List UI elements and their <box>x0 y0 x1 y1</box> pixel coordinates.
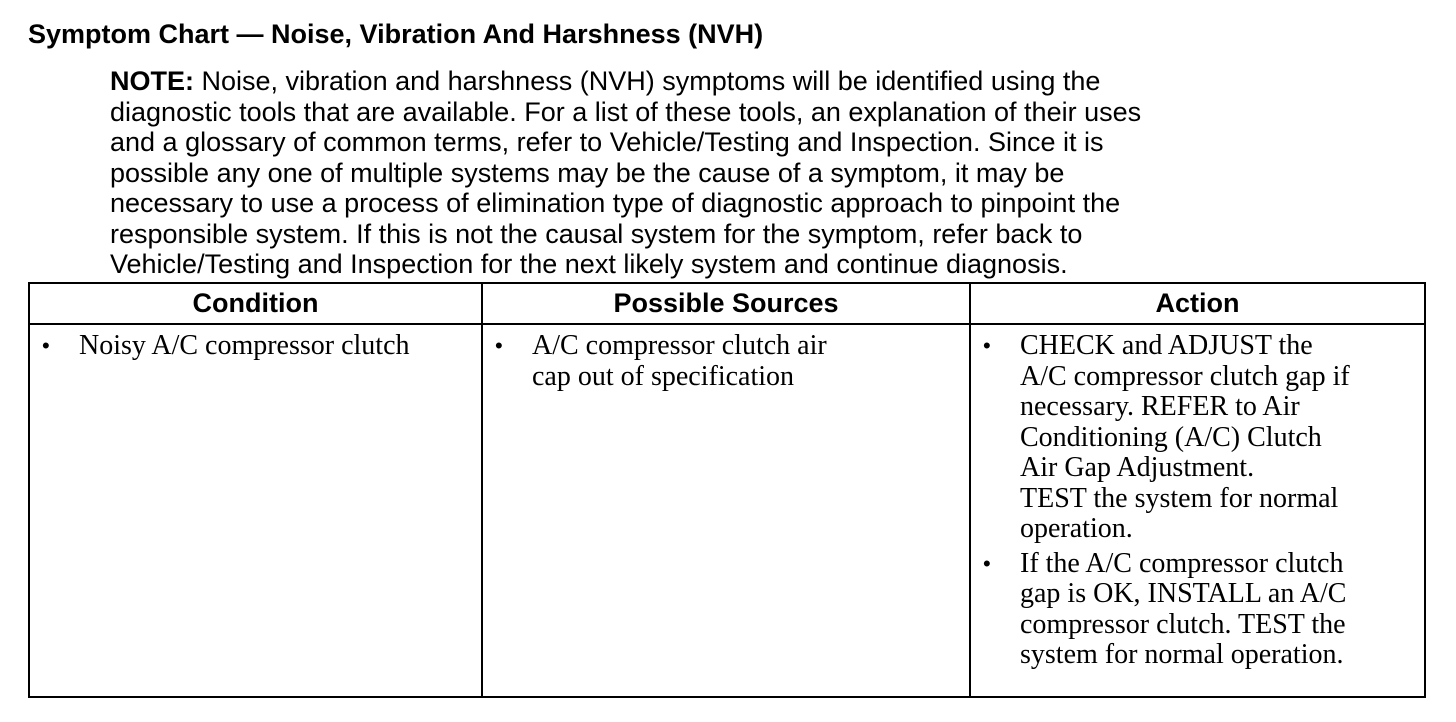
note-line: and a glossary of common terms, refer to Vehicle/Testing and Inspection. Since it is <box>110 127 1104 157</box>
action-line: Conditioning (A/C) Clutch <box>1020 421 1322 453</box>
column-divider <box>969 284 971 696</box>
header-possible-sources: Possible Sources <box>613 288 839 318</box>
header-divider <box>30 323 1424 325</box>
action-line: TEST the system for normal <box>1020 482 1339 514</box>
condition-text: Noisy A/C compressor clutch <box>79 330 410 361</box>
note-line: diagnostic tools that are available. For a list of these tools, an explanation of their uses <box>110 96 1142 127</box>
bullet-icon: • <box>42 333 50 358</box>
note-line-text: Noise, vibration and harshness (NVH) symptoms will be identified using the <box>194 66 1101 96</box>
bullet-icon: • <box>495 333 503 358</box>
source-line: cap out of specification <box>532 360 795 392</box>
note-label: NOTE: <box>110 66 194 96</box>
condition-cell <box>36 327 476 362</box>
page-title: Symptom Chart — Noise, Vibration And Harshness (NVH) <box>28 19 764 49</box>
note-line: possible any one of multiple systems may be the cause of a symptom, it may be <box>110 157 1065 188</box>
action-line: Air Gap Adjustment. <box>1020 452 1255 483</box>
sources-cell <box>489 327 964 392</box>
action-line: CHECK and ADJUST the <box>1020 330 1313 361</box>
action-line: If the A/C compressor clutch <box>1020 547 1344 579</box>
action-line: compressor clutch. TEST the <box>1020 608 1346 640</box>
note-paragraph <box>110 66 1340 280</box>
note-line: necessary to use a process of elimination type of diagnostic approach to pinpoint the <box>110 188 1121 218</box>
list-item <box>977 549 1422 671</box>
column-divider <box>481 284 483 696</box>
note-line: responsible system. If this is not the causal system for the symptom, refer back to <box>110 218 1083 249</box>
list-item <box>36 331 476 362</box>
action-line: gap is OK, INSTALL an A/C <box>1020 578 1347 609</box>
list-item <box>489 331 964 392</box>
note-line: Vehicle/Testing and Inspection for the next likely system and continue diagnosis. <box>110 249 1068 279</box>
source-line: A/C compressor clutch air <box>532 330 827 361</box>
action-line: operation. <box>1020 513 1133 544</box>
header-action: Action <box>1155 288 1240 318</box>
action-line: necessary. REFER to Air <box>1020 391 1300 422</box>
action-line: A/C compressor clutch gap if <box>1020 360 1350 392</box>
action-line: system for normal operation. <box>1020 639 1344 670</box>
note-line <box>110 66 1340 97</box>
bullet-icon: • <box>983 333 991 358</box>
bullet-icon: • <box>983 550 991 576</box>
action-cell <box>977 327 1422 671</box>
header-condition: Condition <box>192 288 319 318</box>
list-item <box>977 331 1422 545</box>
symptom-table <box>28 282 1426 698</box>
